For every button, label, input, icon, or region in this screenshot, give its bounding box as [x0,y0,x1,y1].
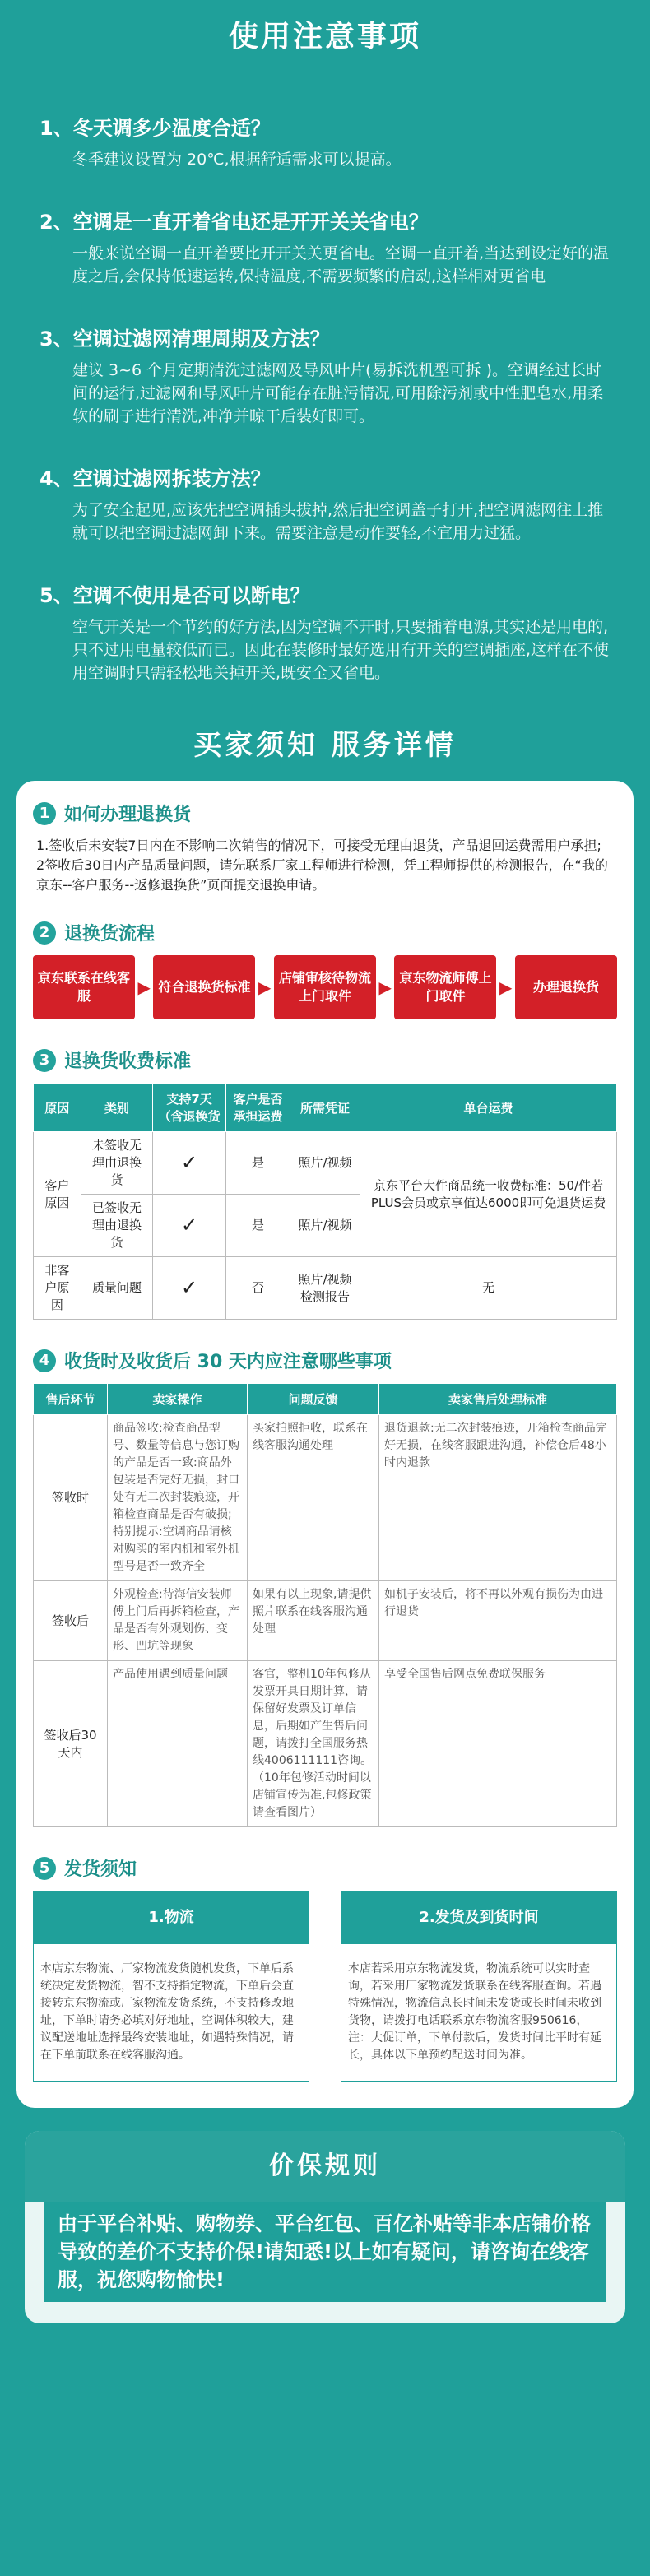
check-icon: ✓ [153,1132,226,1195]
check-icon: ✓ [153,1257,226,1320]
table-header: 卖家操作 [108,1384,248,1415]
table-header: 支持7天（含退换货 [153,1084,226,1132]
faq-item [0,115,650,171]
shipping-box-text: 本店若采用京东物流发货，物流系统可以实时查询，若采用厂家物流发货联系在线客服查询。若遇特殊情况，物流信息长时间未发货或长时间未收到货物，请拨打电话联系京东物流客服950616，注：大促订单，下单付款后，发货时间比平时有延长，具体以下单预约配送时间为准。 [348,1962,601,2062]
section-after-sale [33,1348,617,1373]
table-row [34,1661,617,1827]
faq-item [0,209,650,288]
arrow-icon: ▶ [499,977,513,997]
table-cell: 是 [225,1132,290,1195]
shipping-box-time [341,1891,617,2082]
flow-step: 符合退换货标准 [153,955,255,1019]
faq-question: 5、空调不使用是否可以断电？ [39,584,310,607]
table-header: 所需凭证 [290,1084,360,1132]
table-cell: 照片/视频 [290,1195,360,1257]
section-heading: 退换货流程 [64,924,156,945]
table-row [34,1415,617,1581]
table-row [34,1257,617,1320]
table-header: 问题反馈 [248,1384,379,1415]
table-cell: 是 [225,1195,290,1257]
table-cell: 签收时 [34,1415,108,1581]
section-number: 4 [33,1349,56,1372]
table-cell: 如果有以上现象,请提供照片联系在线客服沟通处理 [248,1581,379,1661]
section-fee-standard [33,1047,617,1073]
faq-answer: 空气开关是一个节约的好方法,因为空调不开时,只要插着电源,其实还是用电的,只不过用电量较低而已。因此在装修时最好选用有开关的空调插座,这样在不使用空调时只需轻松地关掉开关,既安全又省电。 [72,618,610,682]
table-header: 原因 [34,1084,81,1132]
table-header: 售后环节 [34,1384,108,1415]
faq-answer: 一般来说空调一直开着要比开开关关更省电。空调一直开着,当达到设定好的温度之后,会保持低速运转,保持温度,不需要频繁的启动,这样相对更省电 [72,244,610,285]
table-cell: 否 [225,1257,290,1320]
shipping-box-text: 本店京东物流、厂家物流发货随机发货，下单后系统决定发货物流，智不支持指定物流，下单后会直接转京东物流或厂家物流发货系统，不支持修改地址，下单时请务必填对好地址，空调体积较大，建议配送地址选择最终安装地址，如遇特殊情况，请在下单前联系在线客服沟通。 [40,1962,294,2062]
price-protect [25,2131,625,2323]
shipping-box-title: 1.物流 [34,1891,309,1944]
section-number: 2 [33,921,56,945]
shipping-boxes [33,1891,617,2082]
flow-step: 京东联系在线客服 [33,955,135,1019]
faq-item [0,326,650,428]
table-cell: 外观检查:待海信安装师傅上门后再拆箱检查，产品是否有外观划伤、变形、凹坑等现象 [108,1581,248,1661]
table-header: 类别 [81,1084,152,1132]
table-cell: 签收后30天内 [34,1661,108,1827]
shipping-box-logistics [33,1891,309,2082]
faq-list [0,115,650,685]
arrow-icon: ▶ [137,977,151,997]
faq-item [0,583,650,685]
faq-answer: 建议 3~6 个月定期清洗过滤网及导风叶片(易拆洗机型可拆 )。空调经过长时间的运行,过滤网和导风叶片可能存在脏污情况,可用除污剂或中性肥皂水,用柔软的刷子进行清洗,冲净并晾干后装好即可。 [72,361,604,425]
section-number: 1 [33,802,56,825]
check-icon: ✓ [153,1195,226,1257]
section-heading: 发货须知 [64,1859,137,1880]
return-rules-text: 1.签收后未安装7日内在不影响二次销售的情况下，可接受无理由退货，产品退回运费需用户承担; 2签收后30日内产品质量问题，请先联系厂家工程师进行检测，凭工程师提供的检测报告，在“我的京东--客户服务--返修退换货”页面提交退换申请。 [36,838,608,893]
table-cell: 客官，整机10年包修从发票开具日期计算，请保留好发票及订单信息，后期如产生售后问题，请拨打全国服务热线4006111111咨询。（10年包修活动时间以店铺宣传为准,包修政策请查看图片） [248,1661,379,1827]
table-cell: 签收后 [34,1581,108,1661]
section-number: 3 [33,1049,56,1072]
return-flow [33,955,617,1019]
section-shipping [33,1855,617,1881]
after-sale-table [33,1383,617,1827]
section-return-flow [33,920,617,945]
faq-item [0,466,650,545]
section-title: 买家须知 服务详情 [193,729,457,762]
table-cell: 已签收无理由退换货 [81,1195,152,1257]
section-return-how [33,801,617,826]
table-cell: 退货退款:无二次封装痕迹，开箱检查商品完好无损，在线客服跟进沟通，补偿仓后48小时内退款 [379,1415,617,1581]
arrow-icon: ▶ [378,977,392,997]
service-card [16,781,634,2108]
table-cell: 产品使用遇到质量问题 [108,1661,248,1827]
faq-question: 1、冬天调多少温度合适？ [39,117,271,140]
table-cell: 享受全国售后网点免费联保服务 [379,1661,617,1827]
flow-step: 店铺审核待物流上门取件 [274,955,376,1019]
table-header: 客户是否承担运费 [225,1084,290,1132]
table-cell: 买家拍照拒收，联系在线客服沟通处理 [248,1415,379,1581]
table-cell: 照片/视频 [290,1132,360,1195]
shipping-box-title: 2.发货及到货时间 [341,1891,616,1944]
table-cell: 无 [360,1257,617,1320]
table-cell: 未签收无理由退换货 [81,1132,152,1195]
table-header: 单台运费 [360,1084,617,1132]
table-cell: 客户原因 [34,1132,81,1257]
price-protect-text: 由于平台补贴、购物券、平台红包、百亿补贴等非本店铺价格导致的差价不支持价保!请知悉!以上如有疑问，请咨询在线客服，祝您购物愉快! [44,2202,606,2302]
table-cell: 质量问题 [81,1257,152,1320]
arrow-icon: ▶ [258,977,272,997]
table-row [34,1581,617,1661]
faq-question: 3、空调过滤网清理周期及方法？ [39,327,330,350]
section-heading: 退换货收费标准 [64,1051,192,1072]
faq-question: 2、空调是一直开着省电还是开开关关省电？ [39,211,429,234]
table-cell: 照片/视频检测报告 [290,1257,360,1320]
flow-step: 办理退换货 [515,955,617,1019]
table-cell: 如机子安装后，将不再以外观有损伤为由进行退货 [379,1581,617,1661]
faq-answer: 为了安全起见,应该先把空调插头拔掉,然后把空调盖子打开,把空调滤网往上推就可以把空调过滤网卸下来。需要注意是动作要轻,不宜用力过猛。 [72,501,604,542]
flow-step: 京东物流师傅上门取件 [394,955,496,1019]
faq-answer: 冬季建议设置为 20℃,根据舒适需求可以提高。 [72,151,402,169]
section-number: 5 [33,1857,56,1880]
table-cell: 京东平台大件商品统一收费标准：50/件若PLUS会员或京享值达6000即可免退货运费 [360,1132,617,1257]
fee-table [33,1083,617,1320]
table-header: 卖家售后处理标准 [379,1384,617,1415]
table-cell: 商品签收:检查商品型号、数量等信息与您订购的产品是否一致:商品外包装是否完好无损，封口处有无二次封装痕迹，开箱检查商品是否有破损; 特别提示:空调商品请核对购买的室内机和室外机型号是否一致齐全 [108,1415,248,1581]
price-protect-title: 价保规则 [25,2131,625,2202]
section-heading: 如何办理退换货 [64,805,192,825]
faq-question: 4、空调过滤网拆装方法？ [39,467,271,490]
page-title: 使用注意事项 [228,20,421,53]
section-heading: 收货时及收货后 30 天内应注意哪些事项 [64,1352,392,1372]
table-row [34,1132,617,1195]
table-cell: 非客户原因 [34,1257,81,1320]
